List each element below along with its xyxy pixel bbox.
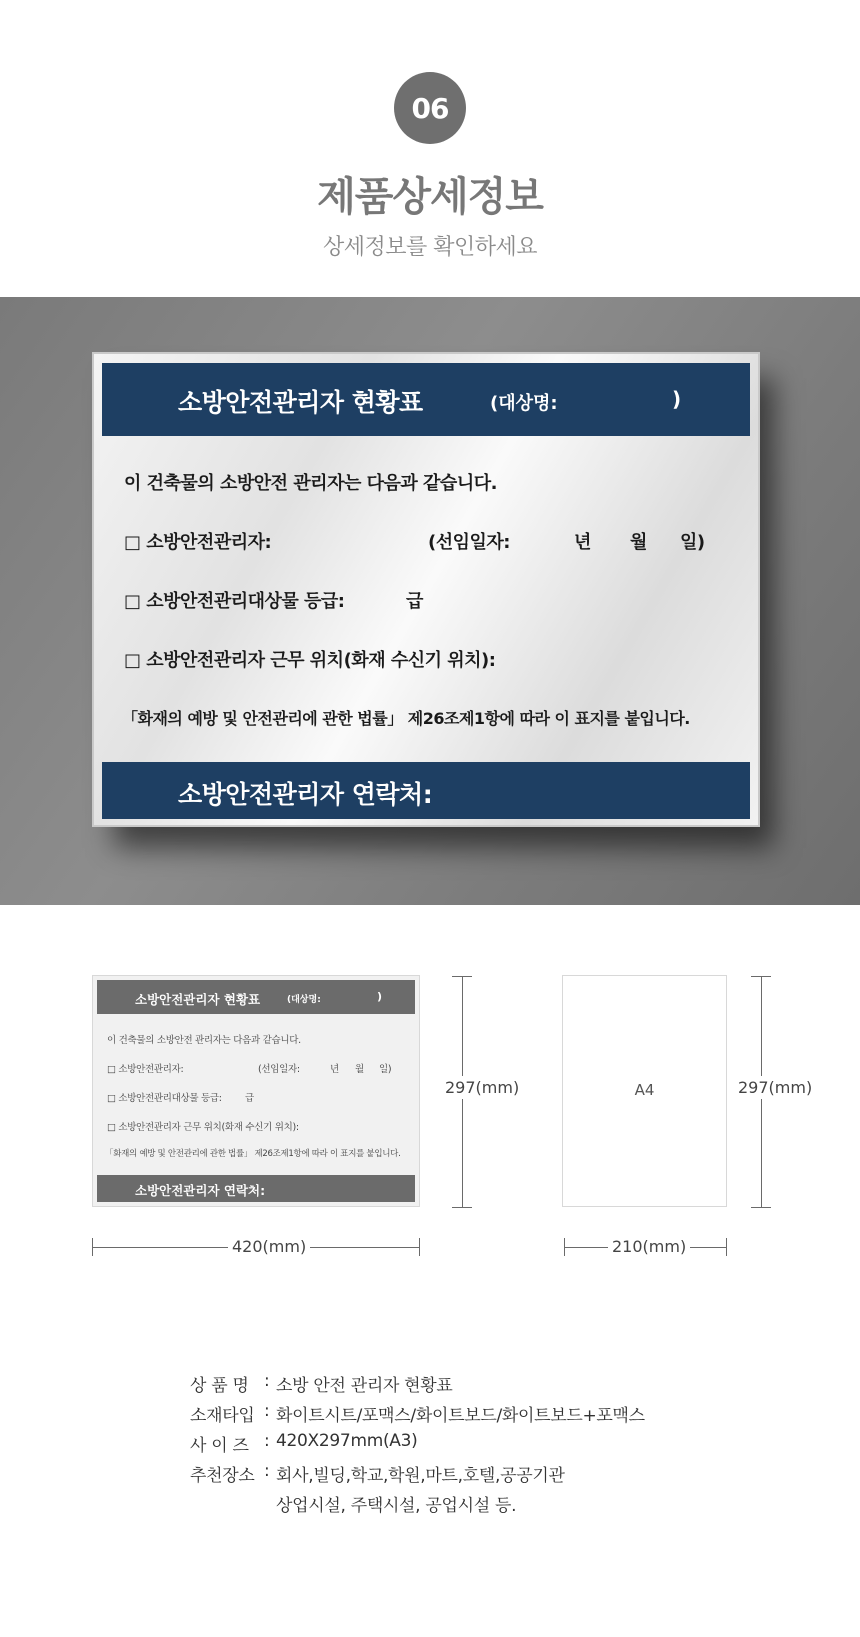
thumb-appoint-date-label: (선임일자: [258,1064,300,1075]
thumb-intro: 이 건축물의 소방안전 관리자는 다음과 같습니다. [107,1035,301,1046]
thumb-title: 소방안전관리자 현황표 [135,992,261,1007]
section-subtitle: 상세정보를 확인하세요 [322,235,537,260]
sign-contact-label: 소방안전관리자 연락처: [178,780,433,809]
spec-name-label: 상 품 명 [190,1376,249,1396]
sign-manager-label: □ 소방안전관리자: [124,532,272,553]
sign-work-location-label: □ 소방안전관리자 근무 위치(화재 수신기 위치): [124,650,496,671]
thumb-month: 월 [355,1064,364,1075]
thumb-work-location-label: □ 소방안전관리자 근무 위치(화재 수신기 위치): [107,1122,299,1133]
sign-size-thumbnail [92,975,420,1207]
spec-place-label: 추천장소 [190,1466,255,1486]
a4-width-label: 210(mm) [608,1237,690,1256]
thumb-footer-band [97,1175,415,1202]
sign-month: 월 [630,532,647,553]
sign-grade-unit: 급 [406,591,423,612]
a4-height-tick-top [751,976,771,977]
a4-size-reference [562,975,727,1207]
section-number-badge: 06 [394,72,466,144]
spec-size-sep: : [264,1431,270,1451]
spec-material-sep: : [264,1401,270,1421]
thumb-year: 년 [330,1064,339,1075]
thumb-day: 일) [379,1064,392,1075]
thumb-header-band [97,980,415,1014]
sign-width-label: 420(mm) [228,1237,310,1256]
spec-name-sep: : [264,1371,270,1391]
a4-width-tick-left [564,1238,565,1256]
a4-label: A4 [634,1081,655,1099]
thumb-law-notice: 「화재의 예방 및 안전관리에 관한 법률」 제26조제1항에 따라 이 표지를 붙입니다. [105,1149,401,1159]
fire-safety-sign [92,352,760,827]
sign-day: 일) [680,532,705,553]
thumb-manager-label: □ 소방안전관리자: [107,1064,184,1075]
sign-law-notice: 「화재의 예방 및 안전관리에 관한 법률」 제26조제1항에 따라 이 표지를 붙입니다. [122,709,690,728]
spec-size-label: 사 이 즈 [190,1436,249,1456]
sign-target-close: ) [672,387,682,411]
thumb-grade-label: □ 소방안전관리대상물 등급: [107,1093,222,1104]
spec-name-value: 소방 안전 관리자 현황표 [276,1376,453,1396]
sign-appoint-date-label: (선임일자: [428,532,510,553]
a4-width-tick-right [726,1238,727,1256]
section-title: 제품상세정보 [317,174,543,220]
sign-width-tick-right [419,1238,420,1256]
sign-header-band [102,363,750,436]
spec-place-continuation: 상업시설, 주택시설, 공업시설 등. [276,1496,517,1516]
thumb-contact-label: 소방안전관리자 연락처: [135,1183,266,1198]
sign-year: 년 [574,532,591,553]
sign-target-label: (대상명: [490,393,558,414]
sign-intro: 이 건축물의 소방안전 관리자는 다음과 같습니다. [124,473,497,494]
spec-material-value: 화이트시트/포맥스/화이트보드/화이트보드+포맥스 [276,1406,645,1426]
spec-place-value: 회사,빌딩,학교,학원,마트,호텔,공공기관 [276,1466,565,1486]
spec-material-label: 소재타입 [190,1406,255,1426]
sign-footer-band [102,762,750,819]
sign-title: 소방안전관리자 현황표 [178,388,423,417]
sign-grade-label: □ 소방안전관리대상물 등급: [124,591,345,612]
spec-size-value: 420X297mm(A3) [276,1431,418,1451]
spec-place-sep: : [264,1461,270,1481]
thumb-target-close: ) [377,990,383,1003]
thumb-target-label: (대상명: [287,995,321,1005]
sign-width-tick-left [92,1238,93,1256]
sign-height-tick-top [452,976,472,977]
a4-height-label: 297(mm) [735,1076,815,1099]
sign-height-label: 297(mm) [442,1076,522,1099]
a4-height-tick-bottom [751,1207,771,1208]
sign-height-tick-bottom [452,1207,472,1208]
thumb-grade-unit: 급 [245,1093,254,1104]
